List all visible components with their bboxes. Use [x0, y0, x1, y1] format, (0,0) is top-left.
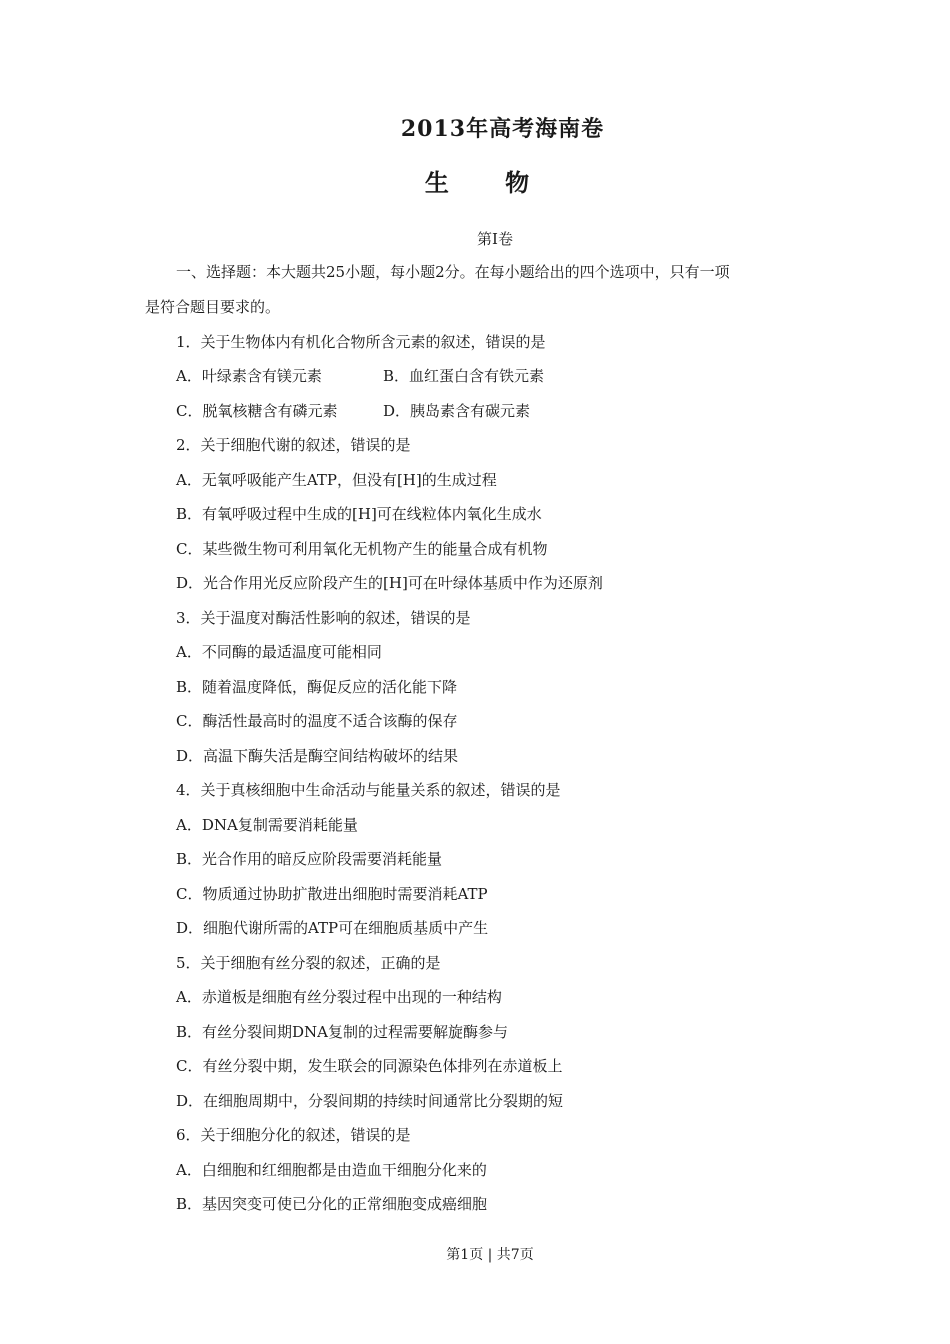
section-intro-line1: 一、选择题：本大题共25小题，每小题2分。在每小题给出的四个选项中，只有一项 [176, 263, 730, 281]
question-5-option-b: B．有丝分裂间期DNA复制的过程需要解旋酶参与 [176, 1023, 509, 1041]
question-3-option-c: C．酶活性最高时的温度不适合该酶的保存 [176, 712, 458, 730]
question-5-stem: 5．关于细胞有丝分裂的叙述，正确的是 [176, 954, 441, 972]
page-title: 2013年高考海南卷 [400, 116, 605, 142]
volume-label: 第I卷 [477, 230, 513, 248]
question-2-option-b: B．有氧呼吸过程中生成的[H]可在线粒体内氧化生成水 [176, 505, 542, 523]
question-4-option-c: C．物质通过协助扩散进出细胞时需要消耗ATP [176, 885, 488, 903]
question-4-stem: 4．关于真核细胞中生命活动与能量关系的叙述，错误的是 [176, 781, 561, 799]
question-5-option-a: A．赤道板是细胞有丝分裂过程中出现的一种结构 [176, 988, 502, 1006]
question-1-option-c: C．脱氧核糖含有磷元素 [176, 402, 338, 420]
question-2-option-d: D．光合作用光反应阶段产生的[H]可在叶绿体基质中作为还原剂 [176, 574, 603, 592]
question-2-option-a: A．无氧呼吸能产生ATP，但没有[H]的生成过程 [176, 471, 497, 489]
question-1-stem: 1．关于生物体内有机化合物所含元素的叙述，错误的是 [176, 333, 546, 351]
question-1-option-a: A．叶绿素含有镁元素 [176, 367, 322, 385]
question-5-option-c: C．有丝分裂中期，发生联会的同源染色体排列在赤道板上 [176, 1057, 563, 1075]
question-6-option-b: B．基因突变可使已分化的正常细胞变成癌细胞 [176, 1195, 488, 1213]
question-6-option-a: A．白细胞和红细胞都是由造血干细胞分化来的 [176, 1161, 487, 1179]
question-4-option-a: A．DNA复制需要消耗能量 [176, 816, 358, 834]
question-3-option-a: A．不同酶的最适温度可能相同 [176, 643, 382, 661]
question-2-stem: 2．关于细胞代谢的叙述，错误的是 [176, 436, 411, 454]
question-3-stem: 3．关于温度对酶活性影响的叙述，错误的是 [176, 609, 471, 627]
question-1-option-b: B．血红蛋白含有铁元素 [383, 367, 545, 385]
page-footer: 第1页 | 共7页 [446, 1247, 534, 1263]
question-1-option-d: D．胰岛素含有碳元素 [383, 402, 531, 420]
question-2-option-c: C．某些微生物可利用氧化无机物产生的能量合成有机物 [176, 540, 548, 558]
question-4-option-b: B．光合作用的暗反应阶段需要消耗能量 [176, 850, 443, 868]
question-5-option-d: D．在细胞周期中，分裂间期的持续时间通常比分裂期的短 [176, 1092, 564, 1110]
question-3-option-d: D．高温下酶失活是酶空间结构破坏的结果 [176, 747, 459, 765]
question-3-option-b: B．随着温度降低，酶促反应的活化能下降 [176, 678, 458, 696]
question-4-option-d: D．细胞代谢所需的ATP可在细胞质基质中产生 [176, 919, 489, 937]
question-6-stem: 6．关于细胞分化的叙述，错误的是 [176, 1126, 411, 1144]
section-intro-line2: 是符合题目要求的。 [145, 298, 281, 316]
subject-title: 生 物 [424, 168, 554, 197]
